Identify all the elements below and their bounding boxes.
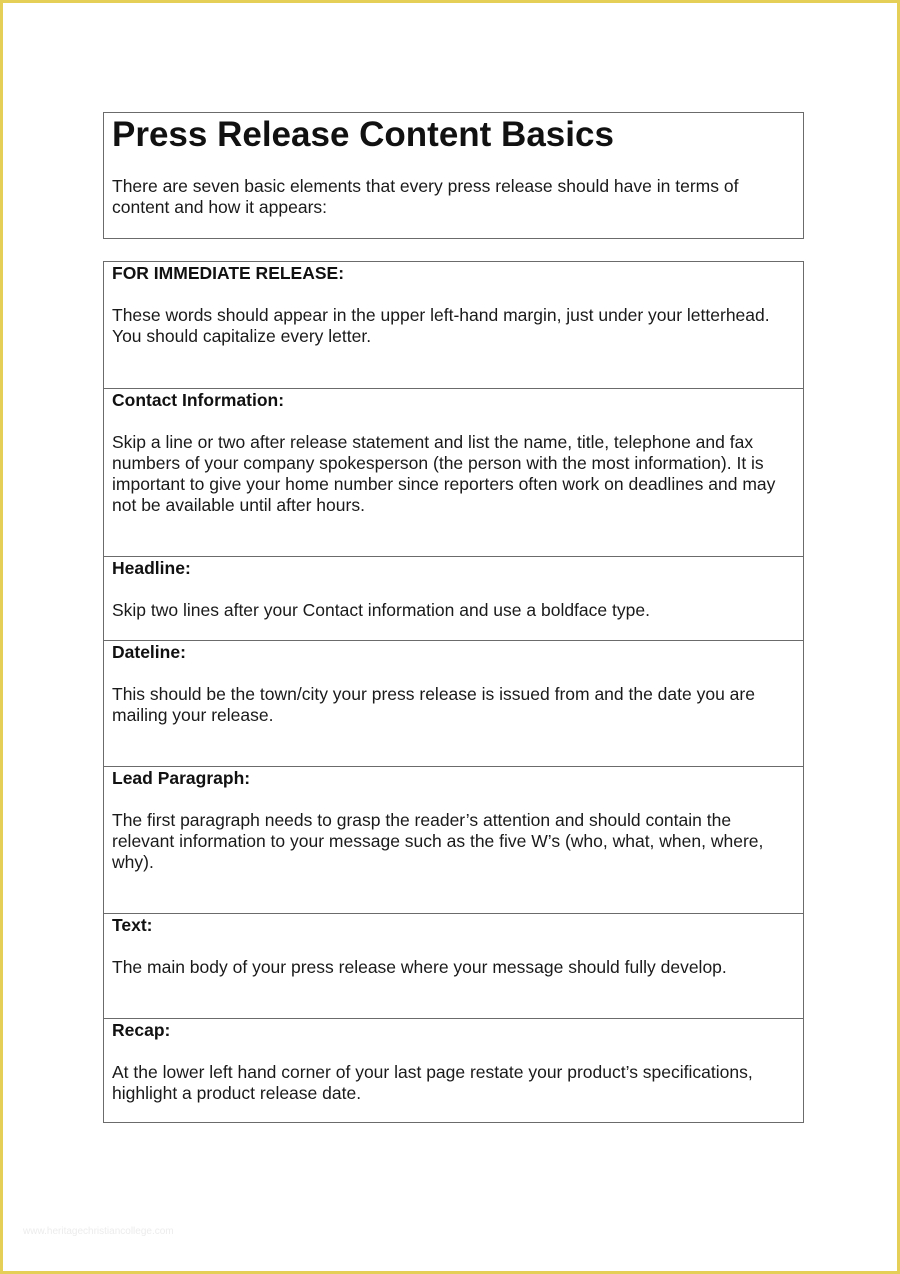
section-dateline <box>104 640 803 766</box>
section-body: Skip a line or two after release statement and list the name, title, telephone and fax numbers of your company spokesperson (the person with the most information). It is important to give your home number since reporters often work on deadlines and may not be available until after hours. <box>112 432 776 515</box>
section-heading: Dateline: <box>112 642 186 662</box>
section-heading: Text: <box>112 915 153 935</box>
title-box <box>103 112 804 239</box>
section-body: At the lower left hand corner of your last page restate your product’s specifications, highlight a product release date. <box>112 1062 753 1103</box>
section-recap <box>104 1018 803 1122</box>
sections-table <box>103 261 804 1123</box>
section-heading: Contact Information: <box>112 390 285 410</box>
section-heading: Recap: <box>112 1020 171 1040</box>
section-text <box>104 913 803 1018</box>
section-heading: FOR IMMEDIATE RELEASE: <box>112 263 345 283</box>
page-title: Press Release Content Basics <box>112 115 614 154</box>
intro-text: There are seven basic elements that every press release should have in terms of content and how it appears: <box>112 176 739 217</box>
section-headline <box>104 556 803 640</box>
section-body: The first paragraph needs to grasp the reader’s attention and should contain the relevant information to your message such as the five W’s (who, what, when, where, why). <box>112 810 764 872</box>
section-immediate-release <box>104 262 803 388</box>
section-contact-information <box>104 388 803 556</box>
section-body: This should be the town/city your press release is issued from and the date you are mailing your release. <box>112 684 755 725</box>
section-heading: Lead Paragraph: <box>112 768 251 788</box>
watermark: www.heritagechristiancollege.com <box>23 1226 174 1237</box>
section-lead-paragraph <box>104 766 803 913</box>
section-body: These words should appear in the upper left-hand margin, just under your letterhead. You should capitalize every letter. <box>112 305 770 346</box>
section-body: Skip two lines after your Contact information and use a boldface type. <box>112 600 650 620</box>
section-heading: Headline: <box>112 558 191 578</box>
section-body: The main body of your press release where your message should fully develop. <box>112 957 727 977</box>
